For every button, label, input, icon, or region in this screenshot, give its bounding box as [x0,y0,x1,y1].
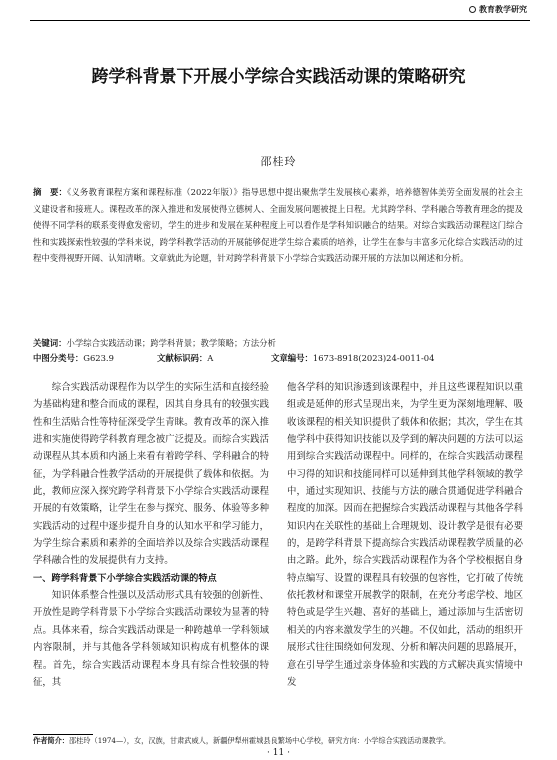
keywords-label: 关键词： [33,338,67,348]
column-tag [469,4,527,15]
classification-row [33,352,523,364]
article-number-label: 文章编号： [271,353,313,363]
page-number: · 11 · [267,748,290,758]
abstract-label: 摘 要： [33,187,68,197]
clc-value: G623.9 [83,353,114,363]
body-column-left [33,379,269,691]
body-paragraph: 知识体系整合性强以及活动形式具有较强的创新性、开放性是跨学科背景下小学综合实践活动课较为显著的特点。具体来看，综合实践活动课是一种跨越单一学科领域内容限制，并与其他各学科领域知识构成有机整体的课程。首先，综合实践活动课程本身具有综合性较强的特征，其 [33,590,269,688]
footnote-label: 作者简介： [33,736,69,745]
header-rule [30,20,530,21]
column-tag-label: 教育教学研究 [479,5,527,14]
author-name: 邵桂玲 [260,155,297,168]
doc-code-value: A [207,353,214,363]
footnote-text: 邵桂玲（1974—），女，汉族，甘肃武威人，新疆伊犁州霍城县良繁场中心学校，研究方向：小学综合实践活动课教学。 [68,736,451,745]
abstract [33,184,523,267]
body-paragraph: 综合实践活动课程作为以学生的实际生活和直接经验为基础构建和整合而成的课程，因其自身具有的较强实践性和生活贴合性等特征深受学生青睐。教育改革的深入推进和实施使得跨学科教育理念被广泛提及。而综合实践活动课程从其本质和内涵上来看有着跨学科、学科融合的特征，为学科融合性教学活动的开展提供了载体和依据。为此，教师应深入探究跨学科背景下小学综合实践活动课程开展的有效策略，让学生在参与探究、服务、体验等多种实践活动的过程中逐步提升自身的认知水平和学习能力，为学生综合素质和素养的全面培养以及综合实践活动课程学科融合性的发展提供有力支持。 [33,382,269,567]
keywords-text: 小学综合实践活动课；跨学科背景；教学策略；方法分析 [66,338,276,348]
section-heading: 一、跨学科背景下小学综合实践活动课的特点 [33,572,217,584]
article-title: 跨学科背景下开展小学综合实践活动课的策略研究 [91,67,466,87]
article-number-value: 1673-8918(2023)24-0011-04 [312,353,435,363]
abstract-text: 《义务教育课程方案和课程标准（2022年版）》指导思想中提出聚焦学生发展核心素养，培养德智体美劳全面发展的社会主义建设者和接班人。课程改革的深入推进和发展使得立德树人、全面发展问题被提上日程。尤其跨学科、学科融合等教育理念的提及使得不同学科的联系变得愈发密切，学生的进步和发展在某种程度上可以看作是学科知识融合的结果。对综合实践活动课程这门综合性和实践探索性较强的学科来说，跨学科教学活动的开展能够促进学生综合素质的培养，让学生在参与丰富多元化综合实践活动的过程中变得视野开阔、认知清晰。文章就此为论题，针对跨学科背景下小学综合实践活动课开展的方法加以阐述和分析。 [33,187,523,264]
clc-label: 中图分类号： [33,353,84,363]
circle-icon [469,6,476,13]
keywords [33,337,523,349]
footnote-rule [33,734,93,735]
author-footnote [33,736,528,746]
body-column-right [287,379,523,691]
body-paragraph: 他各学科的知识渗透到该课程中，并且这些课程知识以重组或是延伸的形式呈现出来，为学生更为深刻地理解、吸收该课程的相关知识提供了载体和依据；其次，学生在其他学科中获得知识技能以及学到的解决问题的方法可以运用到综合实践活动课程中。同样的，在综合实践活动课程中习得的知识和技能同样可以延伸到其他学科领域的教学中，通过实现知识、技能与方法的融合贯通促进学科融合程度的加深。因而在把握综合实践活动课程与其他各学科知识内在关联性的基础上合理规划、设计教学是很有必要的，是跨学科背景下提高综合实践活动课程教学质量的必由之路。此外，综合实践活动课程作为各个学校根据自身特点编写、设置的课程具有较强的包容性，它打破了传统依托教材和课堂开展教学的限制，在充分考虑学校、地区特色或是学生兴趣、喜好的基础上，通过添加与生活密切相关的内容来激发学生的兴趣。不仅如此，活动的组织开展形式往往围绕如何发现、分析和解决问题的思路展开，意在引导学生通过亲身体验和实践的方式解决真实情境中发 [287,382,523,688]
doc-code-label: 文献标识码： [157,353,208,363]
